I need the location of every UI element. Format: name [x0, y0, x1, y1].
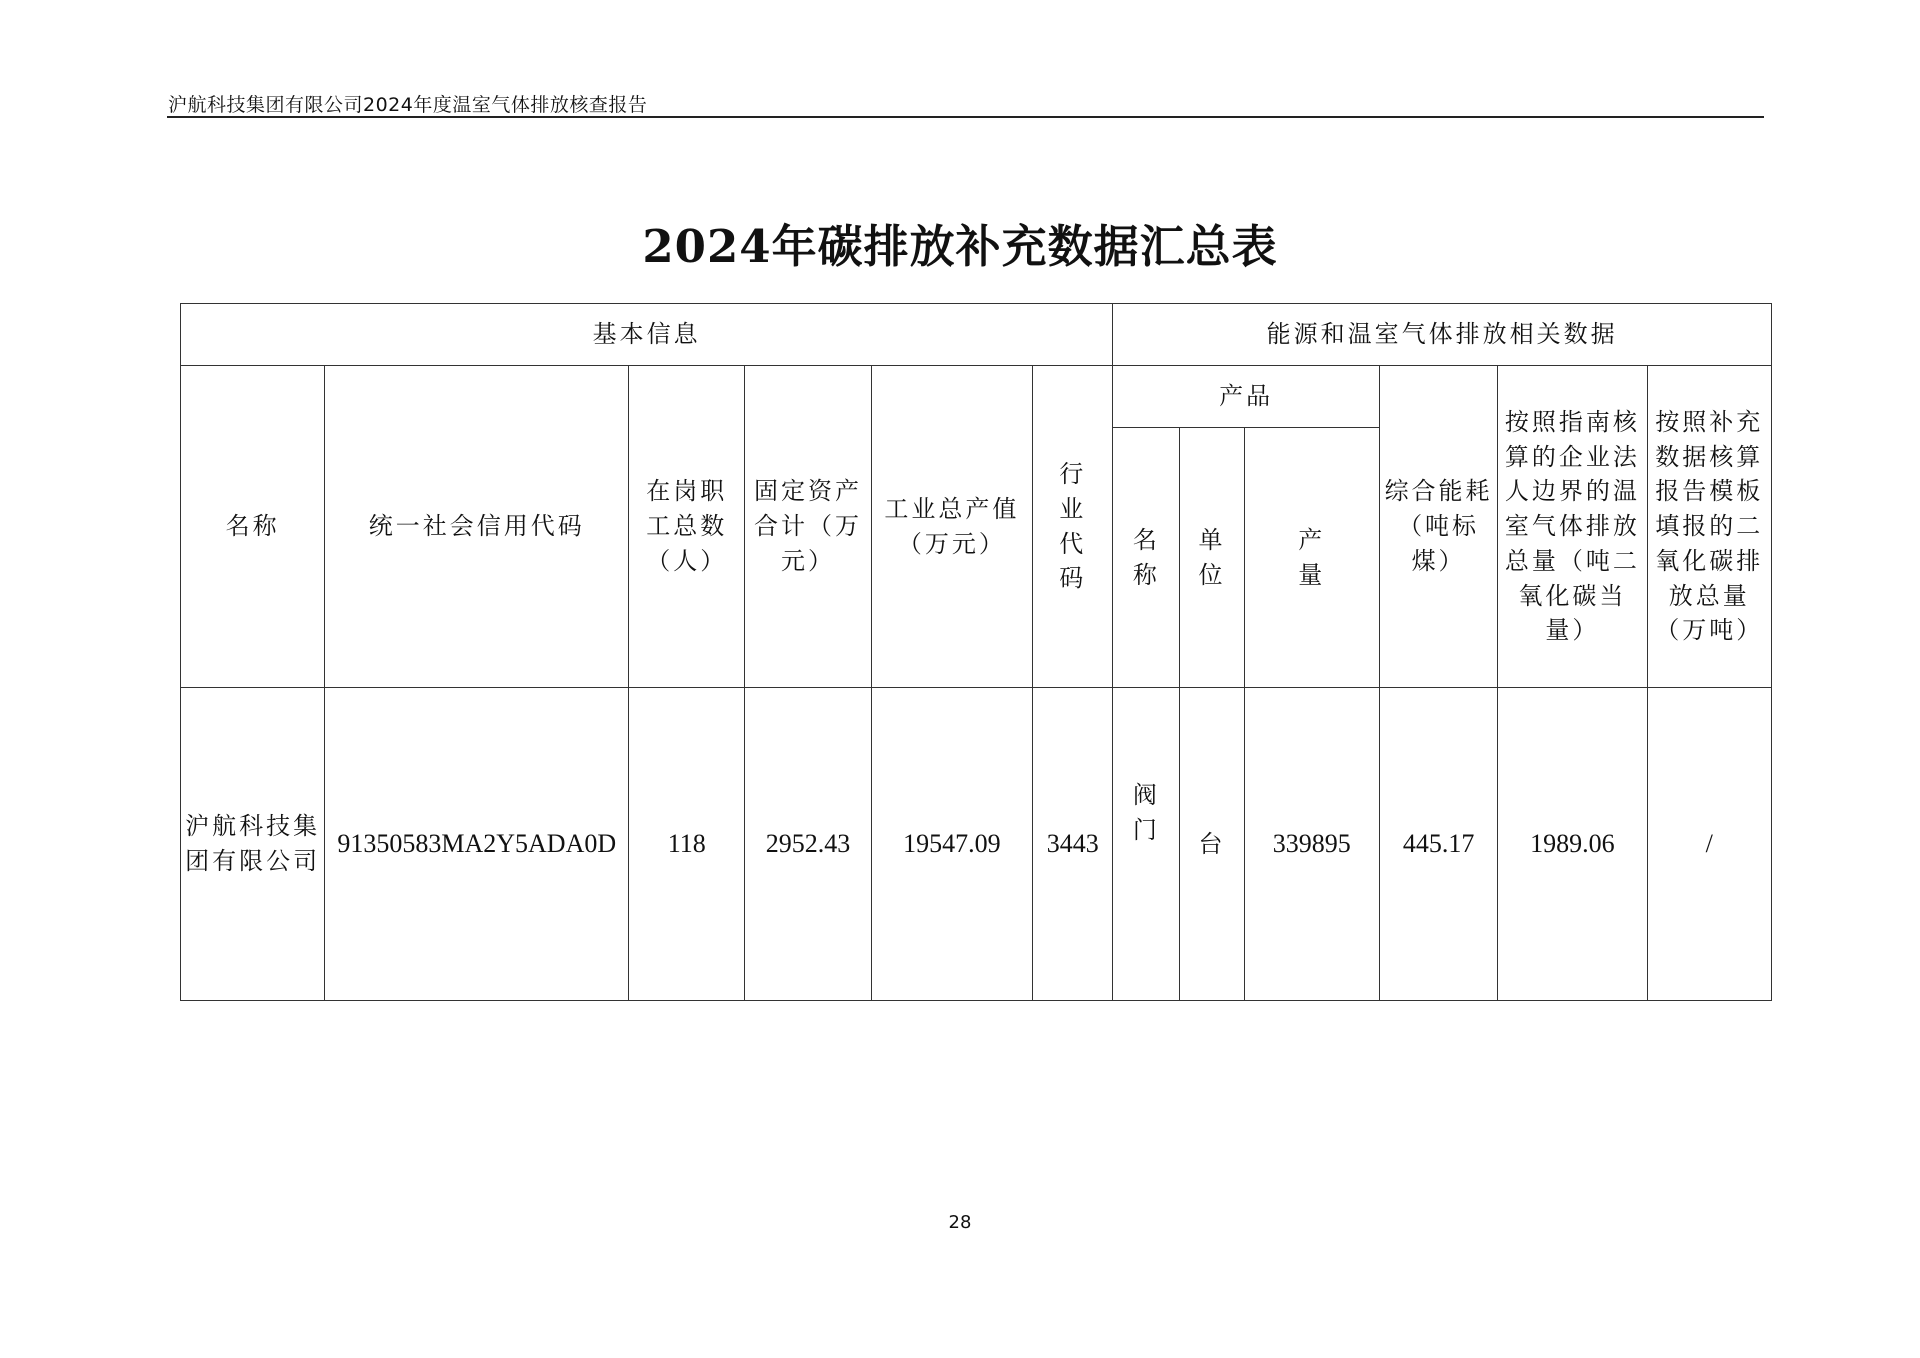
cell-name: 沪航科技集团有限公司 — [181, 688, 325, 1001]
cell-output-value: 19547.09 — [871, 688, 1032, 1001]
group-header-row — [181, 304, 1772, 366]
cell-guide-total: 1989.06 — [1498, 688, 1647, 1001]
cell-credit-code: 91350583MA2Y5ADA0D — [325, 688, 629, 1001]
col-header-product-unit: 单位 — [1180, 428, 1244, 688]
cell-industry-code: 3443 — [1033, 688, 1113, 1001]
report-header: 沪航科技集团有限公司2024年度温室气体排放核查报告 — [168, 94, 648, 116]
col-header-energy: 综合能耗（吨标煤） — [1379, 366, 1497, 688]
header-rule — [167, 116, 1764, 118]
cell-product-unit: 台 — [1180, 688, 1244, 1001]
col-header-guide-total: 按照指南核算的企业法人边界的温室气体排放总量（吨二氧化碳当量） — [1498, 366, 1647, 688]
col-header-template-total: 按照补充数据核算报告模板填报的二氧化碳排放总量（万吨） — [1647, 366, 1771, 688]
col-header-employees: 在岗职工总数（人） — [629, 366, 745, 688]
cell-employees: 118 — [629, 688, 745, 1001]
page-number: 28 — [948, 1212, 972, 1233]
col-header-name: 名称 — [181, 366, 325, 688]
group-basic-info: 基本信息 — [181, 304, 1113, 366]
col-header-product-name: 名称 — [1113, 428, 1180, 688]
col-header-credit-code: 统一社会信用代码 — [325, 366, 629, 688]
page-title: 2024年碳排放补充数据汇总表 — [642, 220, 1278, 273]
group-energy-data: 能源和温室气体排放相关数据 — [1113, 304, 1772, 366]
cell-product-name: 阀门 — [1113, 688, 1180, 1001]
col-header-output-value: 工业总产值（万元） — [871, 366, 1032, 688]
col-header-fixed-assets: 固定资产合计（万元） — [745, 366, 871, 688]
cell-energy: 445.17 — [1379, 688, 1497, 1001]
cell-template-total: / — [1647, 688, 1771, 1001]
col-header-product: 产品 — [1113, 366, 1380, 428]
col-header-product-output: 产量 — [1244, 428, 1379, 688]
summary-table — [180, 303, 1772, 1000]
table-row — [181, 688, 1772, 1001]
cell-product-output: 339895 — [1244, 688, 1379, 1001]
col-header-industry-code: 行业代码 — [1033, 366, 1113, 688]
column-header-row — [181, 366, 1772, 428]
cell-fixed-assets: 2952.43 — [745, 688, 871, 1001]
